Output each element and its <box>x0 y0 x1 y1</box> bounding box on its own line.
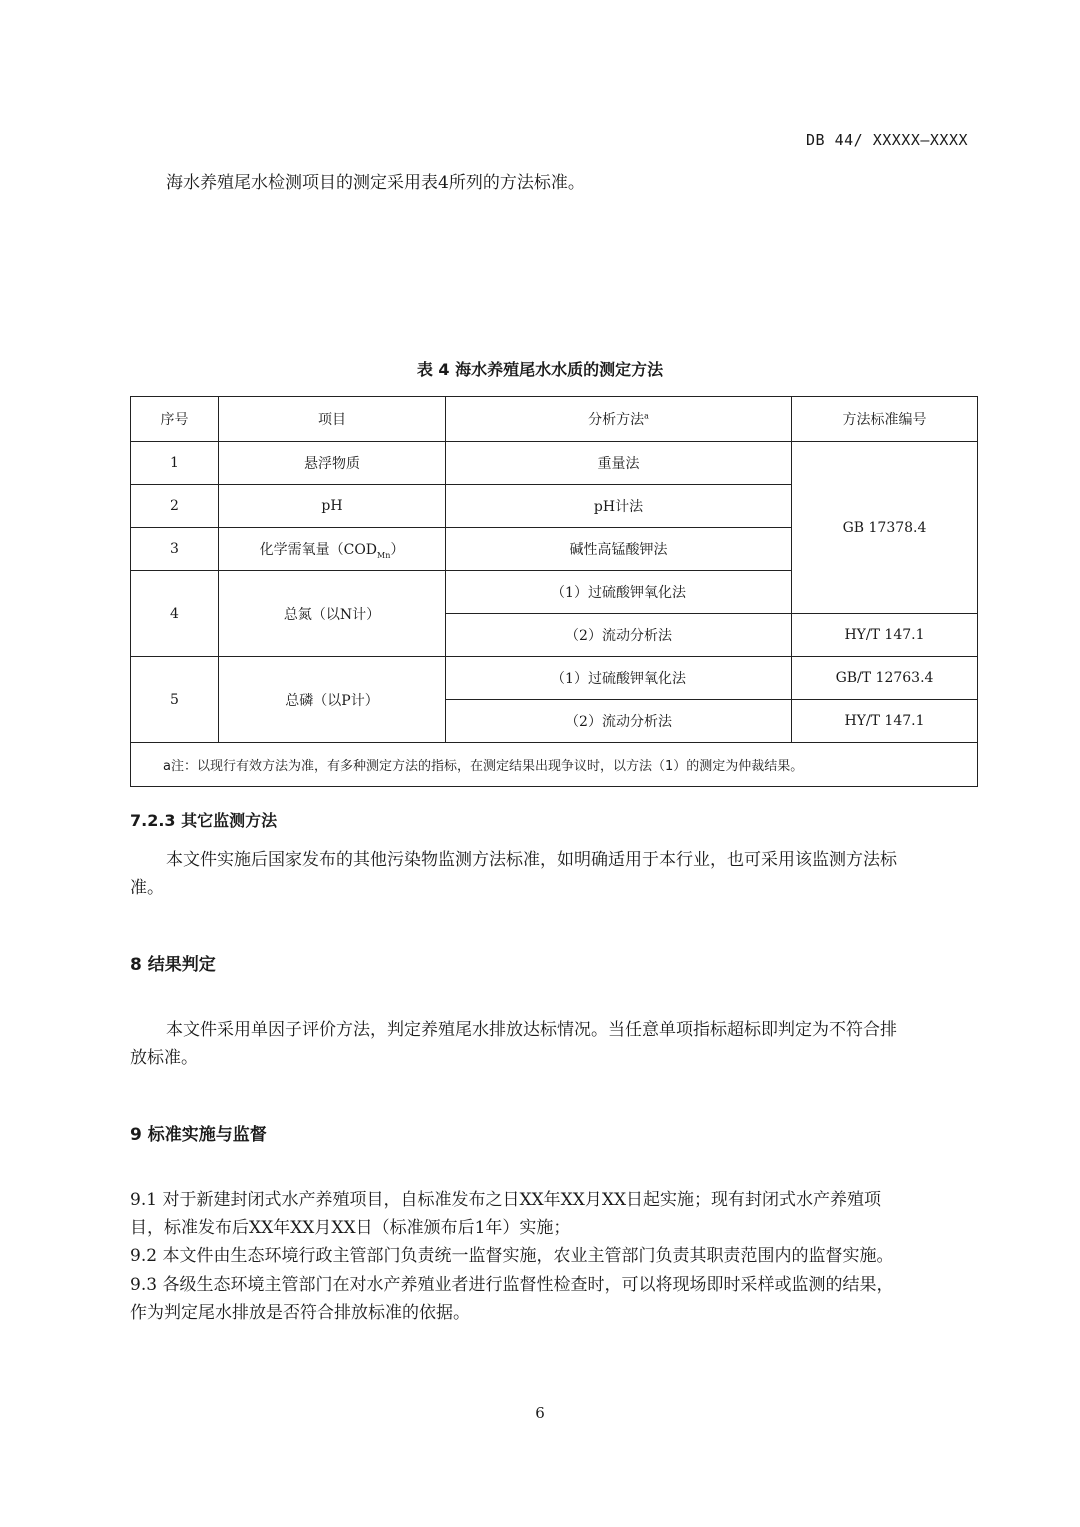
row-no: 2 <box>131 485 219 528</box>
table-row <box>131 442 978 485</box>
section-7-2-3-line-1: 本文件实施后国家发布的其他污染物监测方法标准，如明确适用于本行业，也可采用该监测方法标 <box>166 850 897 870</box>
table-header-row <box>131 397 978 442</box>
section-8-line-1: 本文件采用单因子评价方法，判定养殖尾水排放达标情况。当任意单项指标超标即判定为不符合排 <box>166 1020 897 1040</box>
row-item: 总氮（以N计） <box>219 571 446 657</box>
row-item: 总磷（以P计） <box>219 657 446 743</box>
table-note-row <box>131 743 978 787</box>
intro-paragraph: 海水养殖尾水检测项目的测定采用表4所列的方法标准。 <box>166 173 585 193</box>
row-standard: GB 17378.4 <box>792 442 978 614</box>
row-method: 碱性高锰酸钾法 <box>446 528 792 571</box>
section-8-title: 8 结果判定 <box>130 955 216 975</box>
table-note: a注：以现行有效方法为准，有多种测定方法的指标，在测定结果出现争议时，以方法（1）的测定为仲裁结果。 <box>131 743 978 787</box>
header-no: 序号 <box>131 397 219 442</box>
row-no: 3 <box>131 528 219 571</box>
clause-9-3-line-1: 9.3 各级生态环境主管部门在对水产养殖业者进行监督性检查时，可以将现场即时采样或监测的结果， <box>130 1275 894 1295</box>
row-item: 悬浮物质 <box>219 442 446 485</box>
row-method: （2）流动分析法 <box>446 700 792 743</box>
row-method: （1）过硫酸钾氧化法 <box>446 657 792 700</box>
section-9-title: 9 标准实施与监督 <box>130 1125 267 1145</box>
clause-9-3-line-2: 作为判定尾水排放是否符合排放标准的依据。 <box>130 1303 470 1323</box>
row-method: （1）过硫酸钾氧化法 <box>446 571 792 614</box>
header-item: 项目 <box>219 397 446 442</box>
row-method: （2）流动分析法 <box>446 614 792 657</box>
clause-9-2: 9.2 本文件由生态环境行政主管部门负责统一监督实施，农业主管部门负责其职责范围内的监督实施。 <box>130 1246 894 1266</box>
row-item: 化学需氧量$(COD_{Mn})$ <box>219 528 446 571</box>
page-number: 6 <box>535 1404 545 1422</box>
clause-9-1-line-2: 目，标准发布后XX年XX月XX日（标准颁布后1年）实施； <box>130 1218 571 1238</box>
table-row <box>131 657 978 700</box>
row-standard: HY/T 147.1 <box>792 614 978 657</box>
clause-9-1-line-1: 9.1 对于新建封闭式水产养殖项目，自标准发布之日XX年XX月XX日起实施；现有封闭式水产养殖项 <box>130 1190 882 1210</box>
section-7-2-3-title: 7.2.3 其它监测方法 <box>130 811 278 830</box>
document-code: DB 44/ XXXXX—XXXX <box>806 131 969 149</box>
section-7-2-3-line-2: 准。 <box>130 878 164 898</box>
header-method: 分析方法$^a$ <box>446 397 792 442</box>
row-standard: GB/T 12763.4 <box>792 657 978 700</box>
row-no: 1 <box>131 442 219 485</box>
row-no: 4 <box>131 571 219 657</box>
row-method: 重量法 <box>446 442 792 485</box>
header-standard: 方法标准编号 <box>792 397 978 442</box>
row-method: pH计法 <box>446 485 792 528</box>
method-superscript: a <box>644 411 649 421</box>
cod-subscript: Mn <box>377 550 391 560</box>
methods-table <box>130 396 978 787</box>
row-item: pH <box>219 485 446 528</box>
row-no: 5 <box>131 657 219 743</box>
row-standard: HY/T 147.1 <box>792 700 978 743</box>
table-title: 表 4 海水养殖尾水水质的测定方法 <box>416 360 664 379</box>
section-8-line-2: 放标准。 <box>130 1048 198 1068</box>
